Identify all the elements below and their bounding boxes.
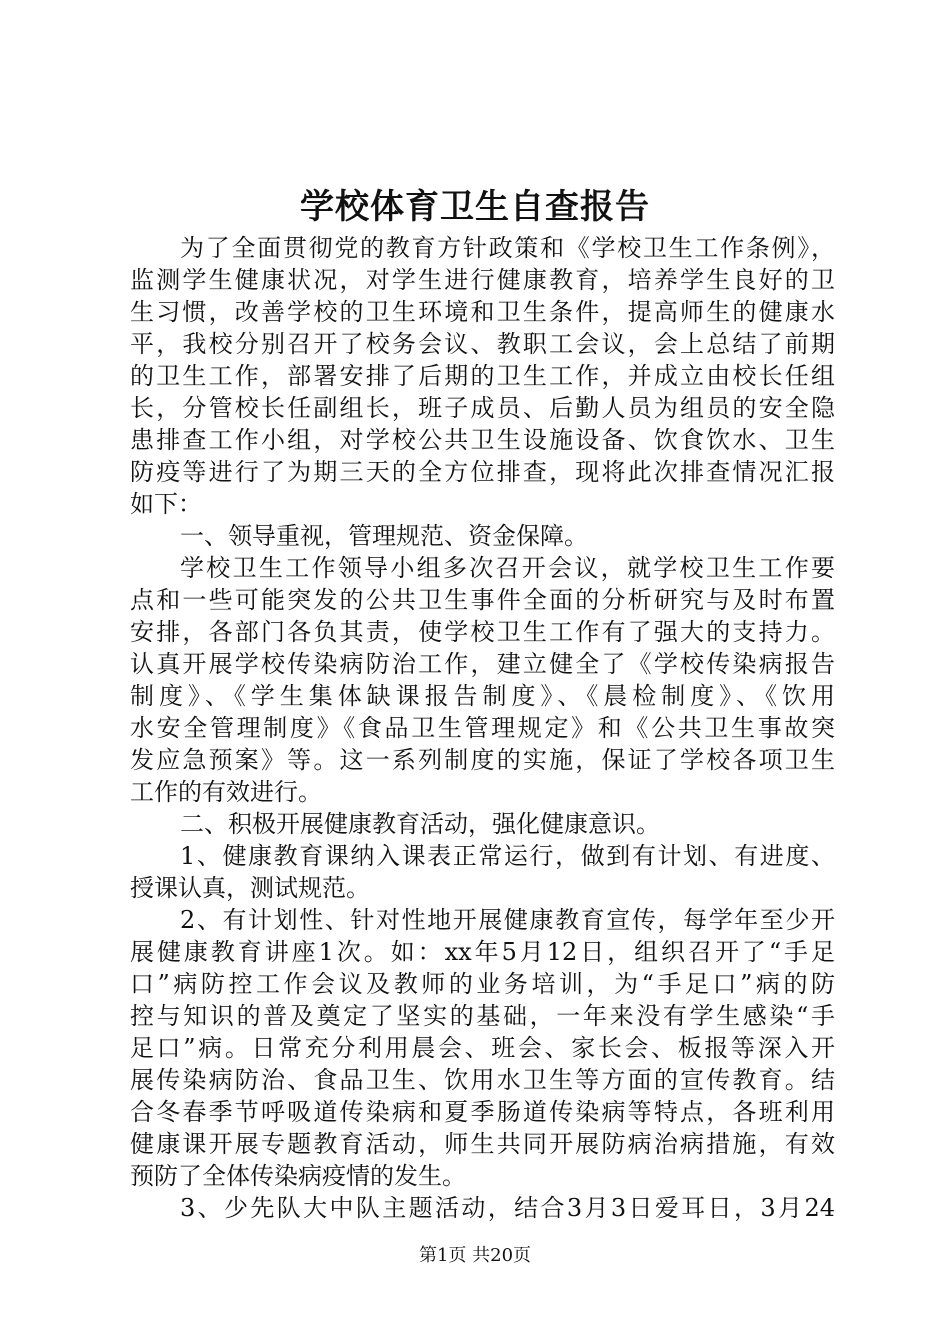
- text-line: 的卫生工作，部署安排了后期的卫生工作，并成立由校长任组: [130, 362, 835, 390]
- document-body: [130, 232, 835, 1224]
- text-line: 3、少先队大中队主题活动，结合3月3日爱耳日，3月24: [180, 1194, 835, 1222]
- text-line: 生习惯，改善学校的卫生环境和卫生条件，提高师生的健康水: [130, 298, 835, 326]
- text-line: 为了全面贯彻党的教育方针政策和《学校卫生工作条例》，: [180, 234, 835, 262]
- text-line: 展健康教育讲座1次。如：xx年5月12日，组织召开了“手足: [130, 938, 835, 966]
- text-line: 工作的有效进行。: [130, 778, 322, 806]
- text-line: 如下：: [130, 490, 202, 518]
- text-line: 防疫等进行了为期三天的全方位排查，现将此次排查情况汇报: [130, 458, 835, 486]
- text-line: 点和一些可能突发的公共卫生事件全面的分析研究与及时布置: [130, 586, 835, 614]
- text-line: 发应急预案》等。这一系列制度的实施，保证了学校各项卫生: [130, 746, 835, 774]
- text-line: 口”病防控工作会议及教师的业务培训，为“手足口”病的防: [130, 970, 835, 998]
- text-line: 2、有计划性、针对性地开展健康教育宣传，每学年至少开: [180, 906, 835, 934]
- text-line: 长，分管校长任副组长，班子成员、后勤人员为组员的安全隐: [130, 394, 835, 422]
- text-line: 1、健康教育课纳入课表正常运行，做到有计划、有进度、: [180, 842, 835, 870]
- text-line: 展传染病防治、食品卫生、饮用水卫生等方面的宣传教育。结: [130, 1066, 835, 1094]
- text-line: 平，我校分别召开了校务会议、教职工会议，会上总结了前期: [130, 330, 835, 358]
- text-line: 足口”病。日常充分利用晨会、班会、家长会、板报等深入开: [130, 1034, 835, 1062]
- text-line: 安排，各部门各负其责，使学校卫生工作有了强大的支持力。: [130, 618, 835, 646]
- text-line: 合冬春季节呼吸道传染病和夏季肠道传染病等特点，各班利用: [130, 1098, 835, 1126]
- text-line: 控与知识的普及奠定了坚实的基础，一年来没有学生感染“手: [130, 1002, 835, 1030]
- text-line: 一、领导重视，管理规范、资金保障。: [180, 522, 588, 550]
- text-line: 健康课开展专题教育活动，师生共同开展防病治病措施，有效: [130, 1130, 835, 1158]
- text-line: 二、积极开展健康教育活动，强化健康意识。: [180, 810, 660, 838]
- text-line: 制度》、《学生集体缺课报告制度》、《晨检制度》、《饮用: [130, 682, 835, 710]
- text-line: 监测学生健康状况，对学生进行健康教育，培养学生良好的卫: [130, 266, 835, 294]
- text-line: 预防了全体传染病疫情的发生。: [130, 1162, 466, 1190]
- text-line: 认真开展学校传染病防治工作，建立健全了《学校传染病报告: [130, 650, 835, 678]
- text-line: 患排查工作小组，对学校公共卫生设施设备、饮食饮水、卫生: [130, 426, 835, 454]
- text-line: 水安全管理制度》《食品卫生管理规定》和《公共卫生事故突: [130, 714, 835, 742]
- page-title: 学校体育卫生自查报告: [300, 187, 650, 227]
- page-footer: 第1页 共20页: [418, 1245, 532, 1266]
- text-line: 授课认真，测试规范。: [130, 874, 370, 902]
- text-line: 学校卫生工作领导小组多次召开会议，就学校卫生工作要: [180, 554, 835, 582]
